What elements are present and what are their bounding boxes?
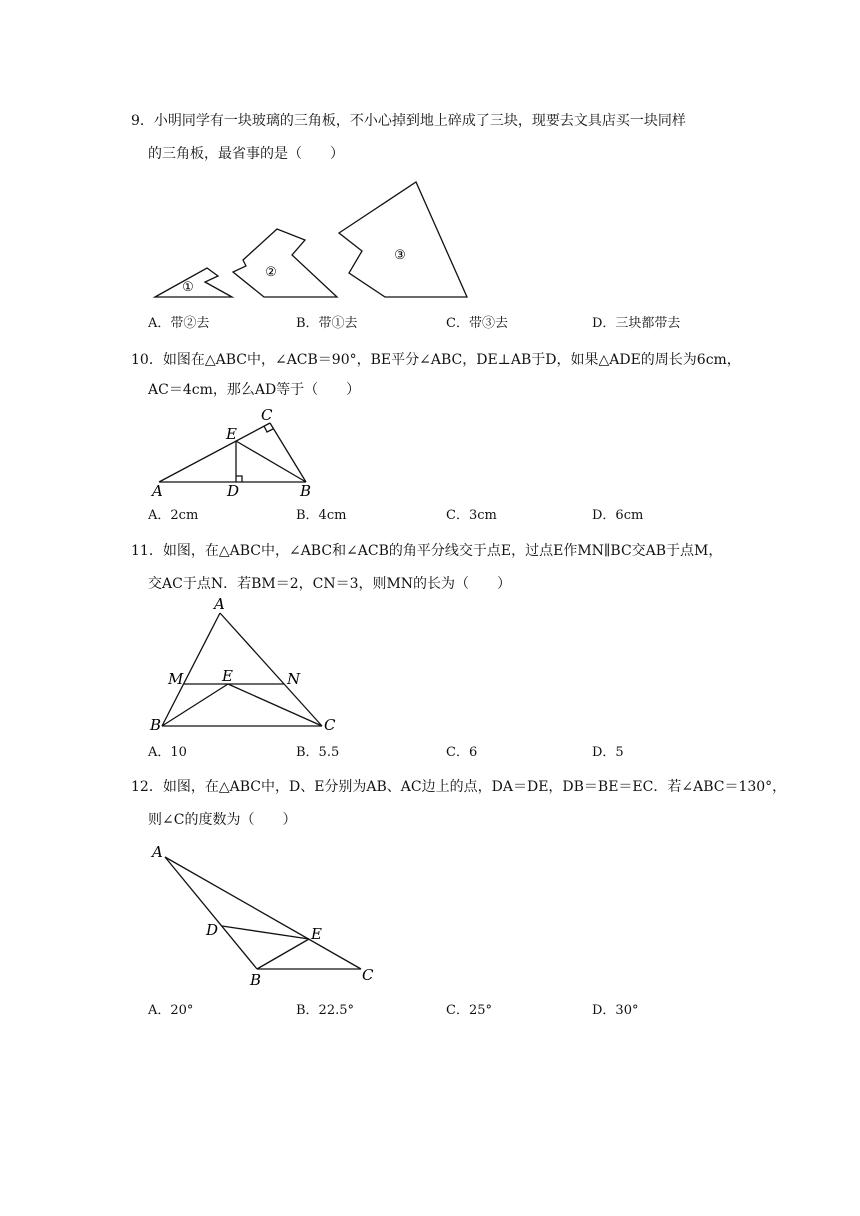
question-11-line-2: 交AC于点N．若BM＝2，CN＝3，则MN的长为（ ） bbox=[148, 576, 512, 592]
point-n-label: N bbox=[287, 670, 301, 688]
question-9-line-1 bbox=[131, 111, 686, 131]
question-9-number: 9． bbox=[131, 113, 154, 129]
question-11-number: 11． bbox=[131, 543, 163, 559]
point-a-label: A bbox=[152, 843, 163, 861]
glass-piece-2 bbox=[233, 229, 337, 297]
question-12-option-d: D．30° bbox=[592, 1003, 639, 1018]
segment-be bbox=[162, 684, 228, 726]
question-11-option-a: A．10 bbox=[148, 745, 187, 760]
point-c-label: C bbox=[362, 966, 374, 984]
question-9-option-a: A．带②去 bbox=[148, 316, 210, 331]
segment-ac bbox=[159, 423, 270, 482]
question-9-option-c: C．带③去 bbox=[446, 316, 508, 331]
segment-ac bbox=[220, 613, 322, 726]
question-11-line-1 bbox=[131, 541, 722, 561]
question-12-line-1 bbox=[131, 777, 786, 797]
piece-2-label: ② bbox=[265, 265, 277, 280]
segment-eb bbox=[236, 441, 306, 482]
question-10-line-1 bbox=[131, 350, 741, 370]
question-9-option-d: D．三块都带去 bbox=[592, 316, 681, 331]
question-11-figure bbox=[145, 595, 340, 735]
point-b-label: B bbox=[300, 482, 312, 500]
point-a-label: A bbox=[214, 595, 225, 613]
question-9-figure bbox=[150, 178, 475, 303]
question-12-line-2: 则∠C的度数为（ ） bbox=[148, 812, 297, 828]
segment-be bbox=[257, 939, 309, 969]
point-c-label: C bbox=[324, 716, 336, 734]
question-10-option-c: C．3cm bbox=[446, 508, 497, 523]
question-11-text-1: 如图，在△ABC中，∠ABC和∠ACB的角平分线交于点E，过点E作MN∥BC交AB于点M， bbox=[162, 543, 723, 559]
question-12-text-1: 如图，在△ABC中，D、E分别为AB、AC边上的点，DA＝DE，DB＝BE＝EC．若∠ABC＝130°， bbox=[162, 779, 787, 795]
question-10-number: 10． bbox=[131, 352, 163, 368]
question-10-text-1: 如图在△ABC中，∠ACB＝90°，BE平分∠ABC，DE⊥AB于D，如果△ADE的周长为6cm， bbox=[162, 352, 741, 368]
question-10-option-b: B．4cm bbox=[296, 508, 347, 523]
question-9-text-1: 小明同学有一块玻璃的三角板，不小心掉到地上碎成了三块，现要去文具店买一块同样 bbox=[153, 113, 686, 129]
segment-ac bbox=[165, 857, 361, 969]
question-12-option-a: A．20° bbox=[148, 1003, 194, 1018]
glass-piece-3 bbox=[339, 182, 467, 297]
point-d-label: D bbox=[227, 482, 240, 500]
segment-cb bbox=[270, 423, 306, 482]
question-10-option-a: A．2cm bbox=[148, 508, 199, 523]
point-a-label: A bbox=[152, 482, 163, 500]
point-b-label: B bbox=[150, 716, 162, 734]
point-c-label: C bbox=[261, 406, 273, 424]
question-12-option-b: B．22.5° bbox=[296, 1003, 354, 1018]
segment-ec bbox=[228, 684, 322, 726]
question-12-option-c: C．25° bbox=[446, 1003, 492, 1018]
question-12-number: 12． bbox=[131, 779, 163, 795]
point-b-label: B bbox=[250, 971, 262, 989]
piece-1-label: ① bbox=[182, 280, 194, 295]
point-d-label: D bbox=[206, 921, 219, 939]
point-e-label: E bbox=[311, 925, 322, 943]
point-e-label: E bbox=[222, 667, 233, 685]
question-9-line-2: 的三角板，最省事的是（ ） bbox=[148, 146, 344, 162]
question-10-option-d: D．6cm bbox=[592, 508, 644, 523]
piece-3-label: ③ bbox=[394, 248, 406, 263]
point-m-label: M bbox=[168, 670, 184, 688]
point-e-label: E bbox=[226, 425, 237, 443]
question-10-line-2: AC＝4cm，那么AD等于（ ） bbox=[148, 382, 361, 398]
question-10-figure bbox=[145, 405, 325, 500]
question-12-figure bbox=[145, 840, 380, 990]
question-11-option-d: D．5 bbox=[592, 745, 624, 760]
question-11-option-b: B．5.5 bbox=[296, 745, 340, 760]
question-9-option-b: B．带①去 bbox=[296, 316, 358, 331]
segment-ab bbox=[165, 857, 257, 969]
question-11-option-c: C．6 bbox=[446, 745, 478, 760]
